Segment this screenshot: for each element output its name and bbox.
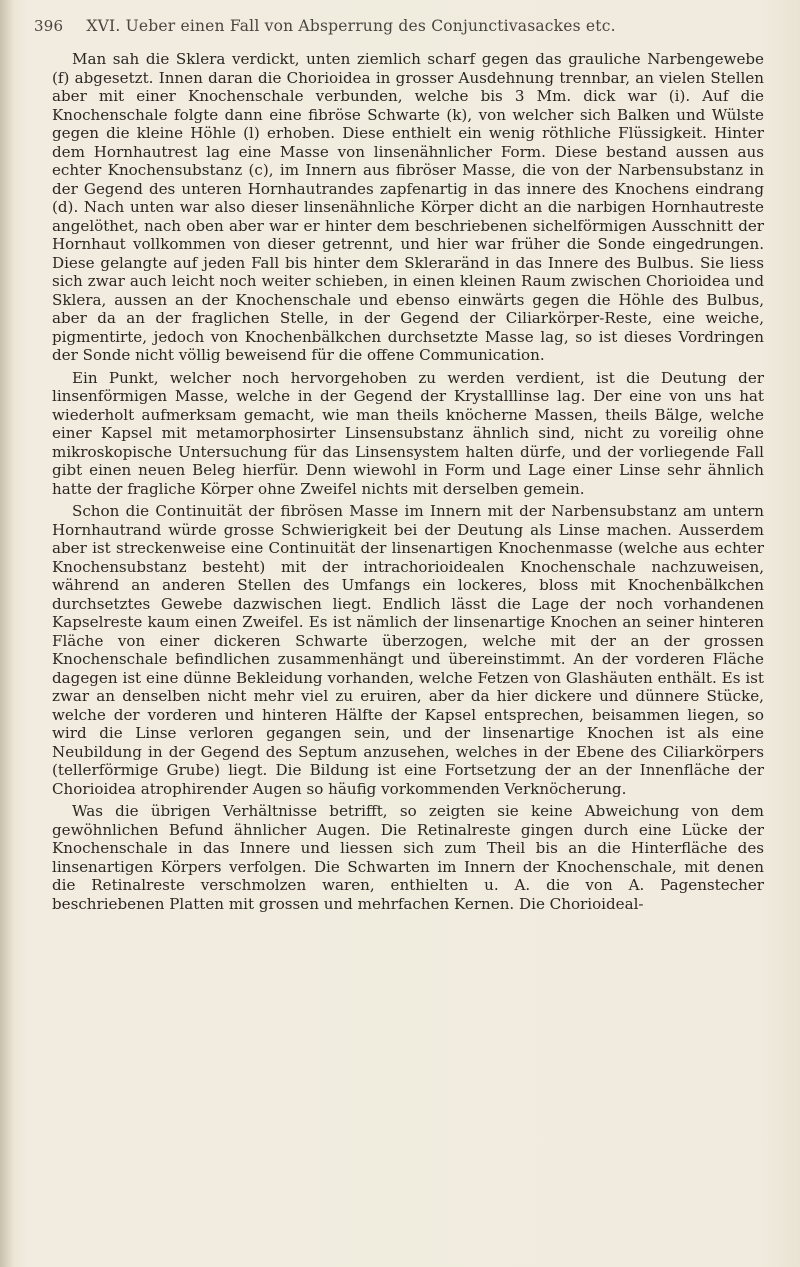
page-edge-shadow [0, 0, 14, 1267]
paragraph: Schon die Continuität der fibrösen Masse im Innern mit der Narbensubstanz am untern Hornhautrand würde grosse Schwierigkeit bei der Deutung als Linse machen. Ausserdem aber ist streckenweise eine Continuität der linsenartigen Knochenmasse (welche aus echter Knochensubstanz besteht) mit der intrachorioidealen Knochenschale nachzuweisen, während an anderen Stellen des Umfangs ein lockeres, bloss mit Knochenbälkchen durchsetztes Gewebe dazwischen liegt. Endlich lässt die Lage der noch vorhandenen Kapselreste kaum einen Zweifel. Es ist nämlich der linsenartige Knochen an seiner hinteren Fläche von einer dickeren Schwarte überzogen, welche mit der an der grossen Knochenschale befindlichen zusammenhängt und übereinstimmt. An der vorderen Fläche dagegen ist eine dünne Bekleidung vorhanden, welche Fetzen von Glashäuten enthält. Es ist zwar an denselben nicht mehr viel zu eruiren, aber da hier dickere und dünnere Stücke, welche der vorderen und hinteren Hälfte der Kapsel entsprechen, beisammen liegen, so wird die Linse verloren gegangen sein, und der linsenartige Knochen ist als eine Neubildung in der Gegend des Septum anzusehen, welches in der Ebene des Ciliarkörpers (tellerförmige Grube) liegt. Die Bildung ist eine Fortsetzung der an der Innenfläche der Chorioidea atrophirender Augen so häufig vorkommenden Verknöcherung. [52, 502, 764, 798]
paragraph: Ein Punkt, welcher noch hervorgehoben zu werden verdient, ist die Deutung der linsenförmigen Masse, welche in der Gegend der Krystalllinse lag. Der eine von uns hat wiederholt aufmerksam gemacht, wie man theils knöcherne Massen, theils Bälge, welche einer Kapsel mit metamorphosirter Linsensubstanz ähnlich sind, nicht zu voreilig ohne mikroskopische Untersuchung für das Linsensystem halten dürfe, und der vorliegende Fall gibt einen neuen Beleg hierfür. Denn wiewohl in Form und Lage einer Linse sehr ähnlich hatte der fragliche Körper ohne Zweifel nichts mit derselben gemein. [52, 368, 764, 498]
paragraph: Was die übrigen Verhältnisse betrifft, so zeigten sie keine Abweichung von dem gewöhnlichen Befund ähnlicher Augen. Die Retinalreste gingen durch eine Lücke der Knochenschale in das Innere und liessen sich zum Theil bis an die Hinterfläche des linsenartigen Körpers verfolgen. Die Schwarten im Innern der Knochenschale, mit denen die Retinalreste verschmolzen waren, enthielten u. A. die von A. Pagenstecher beschriebenen Platten mit grossen und mehrfachen Kernen. Die Chorioideal- [52, 802, 764, 913]
page-number: 396 [34, 17, 64, 35]
running-title: XVI. Ueber einen Fall von Absperrung des Conjunctivasackes etc. [86, 17, 616, 35]
running-header [34, 17, 774, 37]
body-text [52, 50, 764, 913]
paragraph: Man sah die Sklera verdickt, unten ziemlich scharf gegen das grauliche Narbengewebe (f) abgesetzt. Innen daran die Chorioidea in grosser Ausdehnung trennbar, an vielen Stellen aber mit einer Knochenschale verbunden, welche bis 3 Mm. dick war (i). Auf die Knochenschale folgte dann eine fibröse Schwarte (k), von welcher sich Balken und Wülste gegen die kleine Höhle (l) erhoben. Diese enthielt ein wenig röthliche Flüssigkeit. Hinter dem Hornhautrest lag eine Masse von linsenähnlicher Form. Diese bestand aussen aus echter Knochensubstanz (c), im Innern aus fibröser Masse, die von der Narbensubstanz in der Gegend des unteren Hornhautrandes zapfenartig in das innere des Knochens eindrang (d). Nach unten war also dieser linsenähnliche Körper dicht an die narbigen Hornhautreste angelöthet, nach oben aber war er hinter dem beschriebenen sichelförmigen Ausschnitt der Hornhaut vollkommen von dieser getrennt, und hier war früher die Sonde eingedrungen. Diese gelangte auf jeden Fall bis hinter dem Skleraränd in das Innere des Bulbus. Sie liess sich zwar auch leicht noch weiter schieben, in einen kleinen Raum zwischen Chorioidea und Sklera, aussen an der Knochenschale und ebenso einwärts gegen die Höhle des Bulbus, aber da an der fraglichen Stelle, in der Gegend der Ciliarkörper-Reste, eine weiche, pigmentirte, jedoch von Knochenbälkchen durchsetzte Masse lag, so ist dieses Vordringen der Sonde nicht völlig beweisend für die offene Communication. [52, 50, 764, 364]
